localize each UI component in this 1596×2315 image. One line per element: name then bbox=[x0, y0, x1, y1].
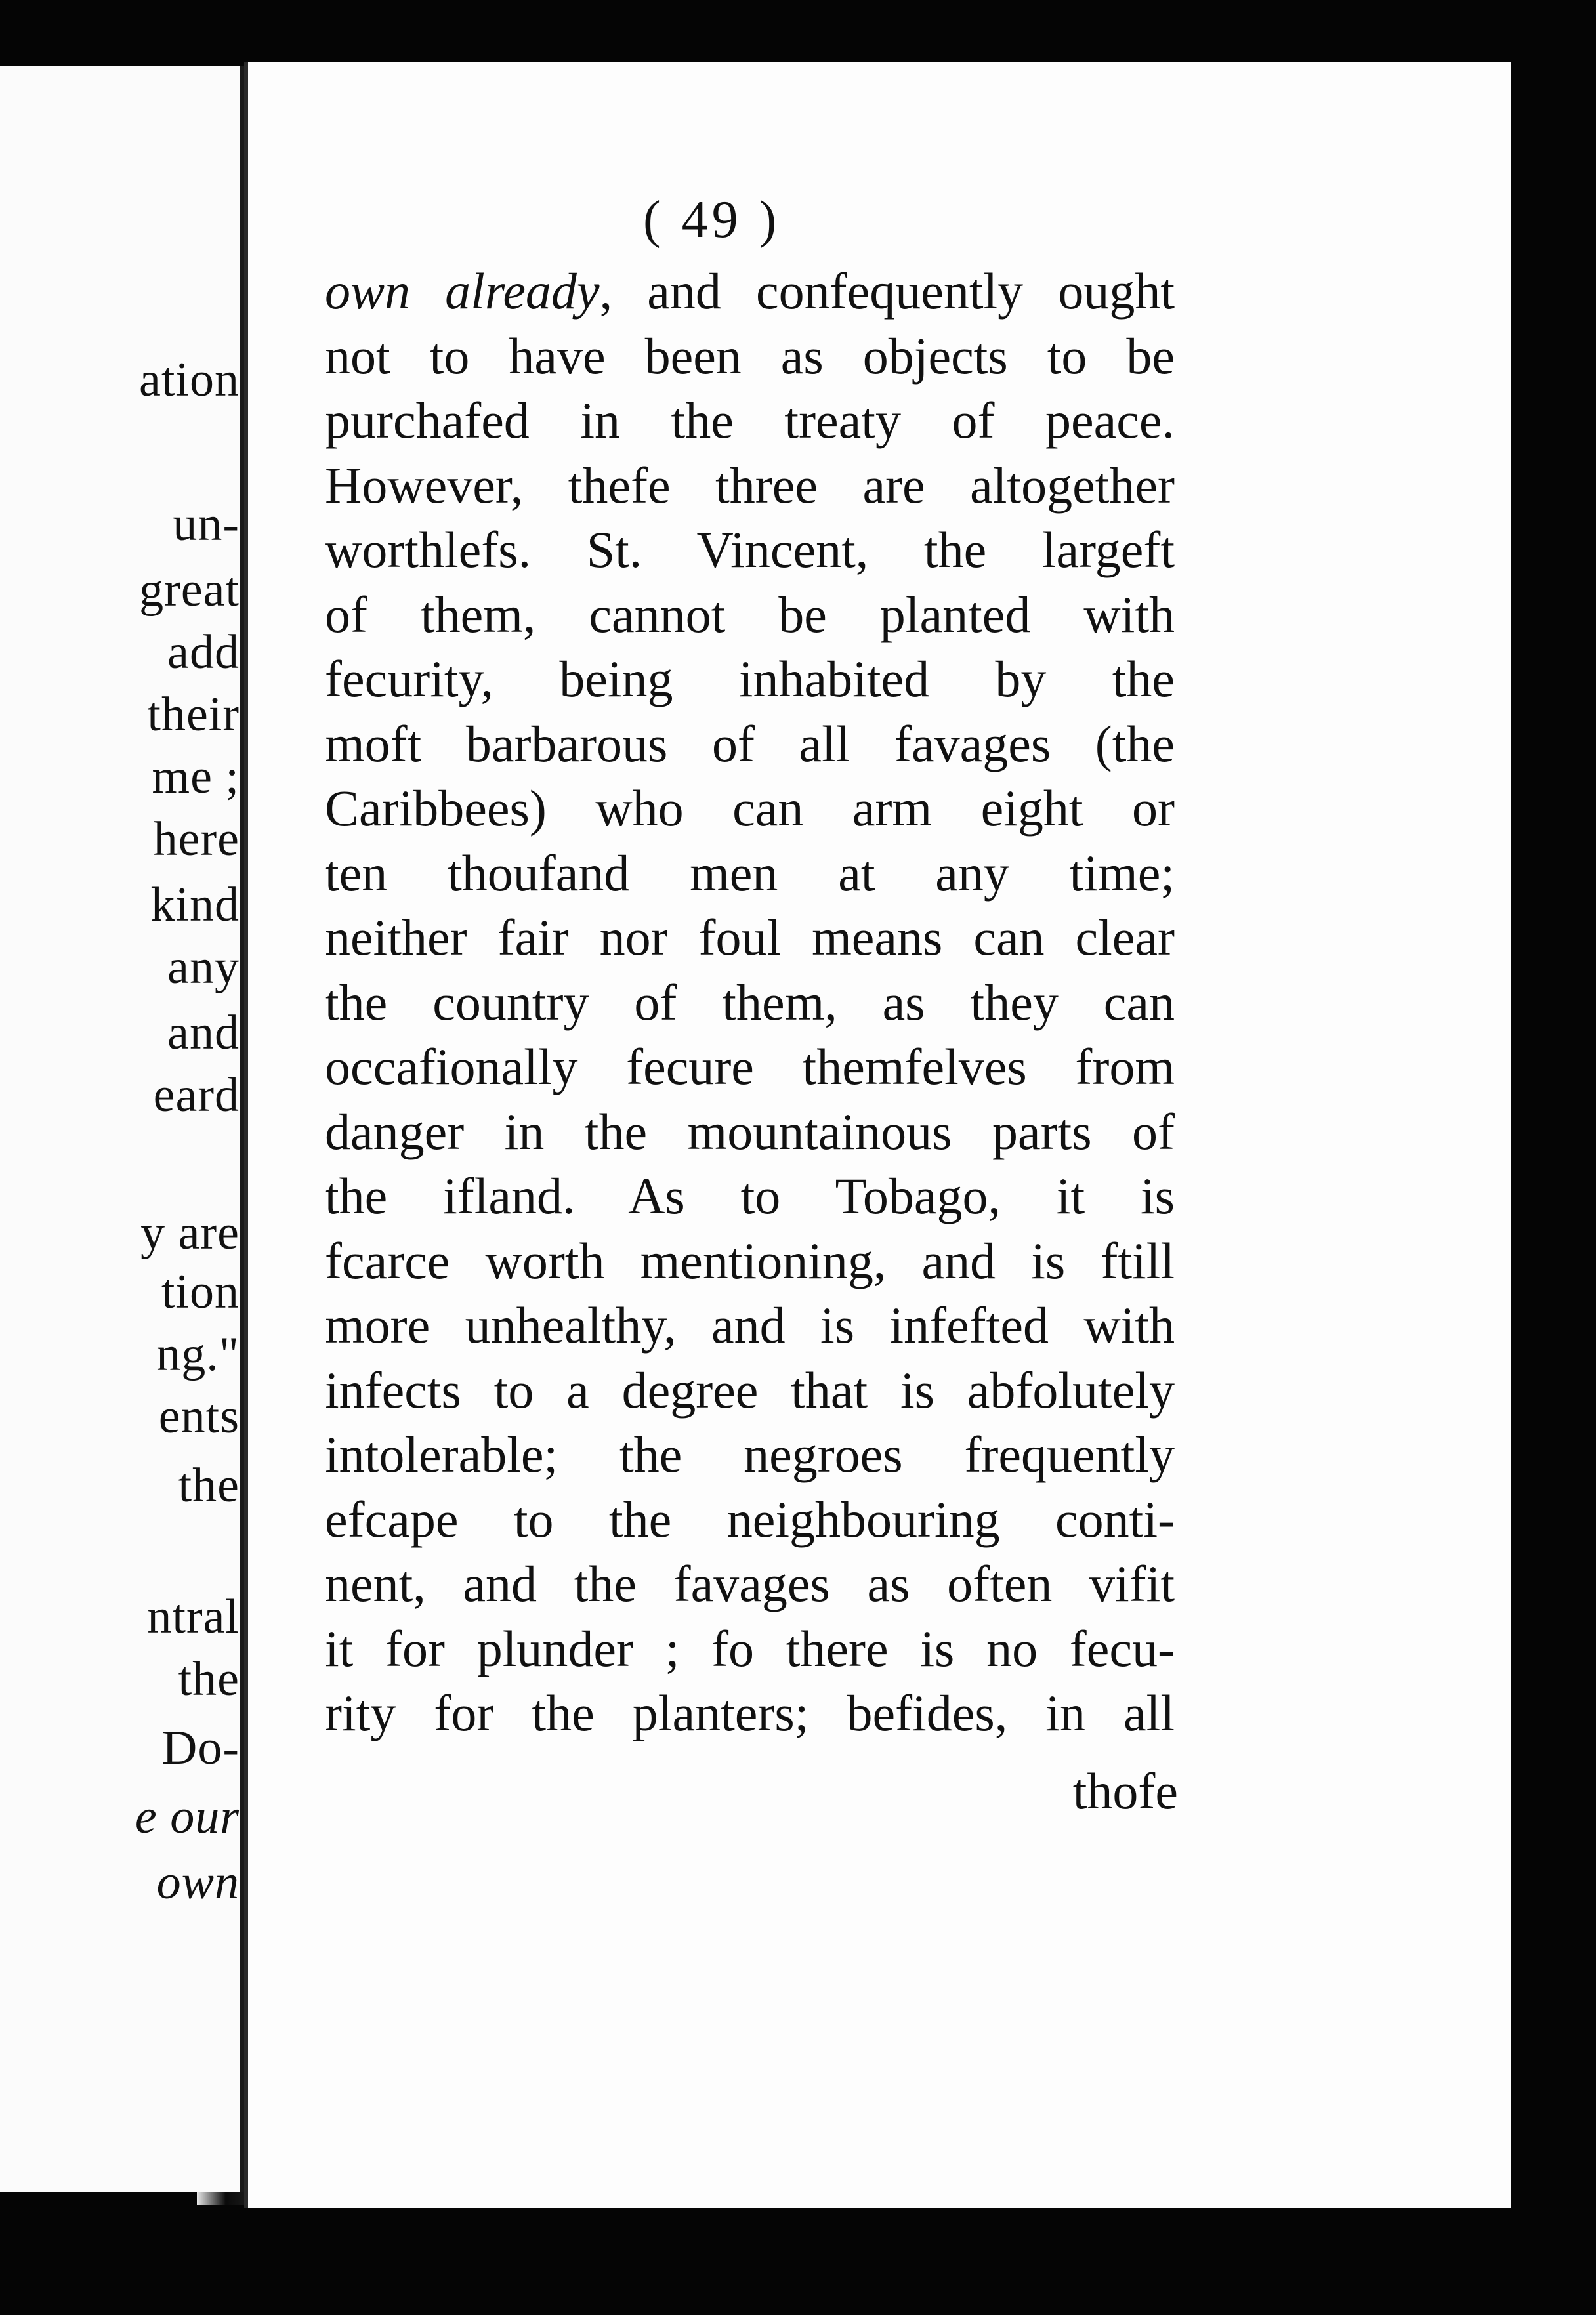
text-line bbox=[325, 388, 1175, 453]
text-line bbox=[325, 712, 1175, 776]
line-text: not to have been as objects to be bbox=[325, 327, 1175, 385]
text-line bbox=[325, 1681, 1175, 1745]
text-line bbox=[325, 1229, 1175, 1293]
line-text: of them, cannot be planted with bbox=[325, 585, 1175, 643]
text-line bbox=[325, 259, 1175, 323]
text-line bbox=[325, 776, 1175, 841]
left-page-fragment: Do- bbox=[161, 1721, 240, 1775]
line-text: it for plunder ; fo there is no fecu- bbox=[325, 1619, 1175, 1677]
text-line bbox=[325, 970, 1175, 1035]
left-page-fragment: e our bbox=[135, 1790, 240, 1844]
text-line bbox=[325, 1035, 1175, 1099]
catchword: thofe bbox=[1072, 1762, 1178, 1820]
line-text: Caribbees) who can arm eight or bbox=[325, 780, 1175, 837]
text-line bbox=[325, 1164, 1175, 1228]
text-line bbox=[325, 1552, 1175, 1616]
line-text: , and confequently ought bbox=[599, 262, 1175, 320]
left-page-fragment: the bbox=[178, 1652, 240, 1706]
left-page-fragment: the bbox=[178, 1459, 240, 1512]
left-page-fragment: y are bbox=[140, 1206, 240, 1260]
left-page bbox=[0, 66, 249, 2192]
line-text: moft barbarous of all favages (the bbox=[325, 715, 1175, 772]
line-text: ten thoufand men at any time; bbox=[325, 844, 1175, 902]
text-line bbox=[325, 841, 1175, 906]
line-text: purchafed in the treaty of peace. bbox=[325, 392, 1175, 449]
line-text: efcape to the neighbouring conti- bbox=[325, 1490, 1175, 1548]
line-text: the ifland. As to Tobago, it is bbox=[325, 1167, 1175, 1224]
text-line bbox=[325, 647, 1175, 711]
left-page-fragment: here bbox=[153, 812, 240, 866]
left-page-fragment: ntral bbox=[147, 1590, 240, 1644]
text-line bbox=[325, 324, 1175, 388]
line-text: infects to a degree that is abfolutely bbox=[325, 1361, 1175, 1419]
text-line bbox=[325, 1358, 1175, 1423]
line-text: However, thefe three are altogether bbox=[325, 456, 1175, 514]
page-number: ( 49 ) bbox=[643, 191, 781, 249]
line-text: nent, and the favages as often vifit bbox=[325, 1555, 1175, 1612]
left-page-fragment: un- bbox=[173, 497, 240, 551]
line-text: neither fair nor foul means can clear bbox=[325, 909, 1175, 966]
text-line bbox=[325, 1293, 1175, 1358]
line-text: fcarce worth mentioning, and is ftill bbox=[325, 1232, 1175, 1289]
left-page-fragment: ation bbox=[139, 353, 240, 407]
text-line bbox=[325, 583, 1175, 647]
line-text: fecurity, being inhabited by the bbox=[325, 650, 1175, 707]
left-page-fragment: add bbox=[167, 625, 240, 679]
left-page-fragment: any bbox=[167, 940, 240, 994]
line-text: danger in the mountainous parts of bbox=[325, 1102, 1175, 1160]
left-page-fragment: ng." bbox=[156, 1327, 240, 1381]
text-line bbox=[325, 1488, 1175, 1552]
line-text: occafionally fecure themfelves from bbox=[325, 1038, 1175, 1095]
line-text: intolerable; the negroes frequently bbox=[325, 1426, 1175, 1483]
left-page-fragment: their bbox=[147, 688, 240, 741]
italic-text: own already bbox=[325, 262, 600, 320]
left-page-fragment: tion bbox=[161, 1265, 240, 1319]
text-line bbox=[325, 1100, 1175, 1164]
text-line bbox=[325, 518, 1175, 582]
line-text: worthlefs. St. Vincent, the largeft bbox=[325, 521, 1175, 578]
left-page-fragment: me ; bbox=[152, 750, 240, 804]
text-line bbox=[325, 453, 1175, 518]
left-page-fragment: kind bbox=[150, 878, 240, 932]
line-text: more unhealthy, and is infefted with bbox=[325, 1297, 1175, 1354]
text-line bbox=[325, 1617, 1175, 1681]
left-page-fragment: ents bbox=[158, 1390, 240, 1444]
left-page-fragment: eard bbox=[153, 1068, 240, 1122]
left-page-fragment: and bbox=[167, 1006, 240, 1060]
text-line bbox=[325, 906, 1175, 970]
left-page-fragment: own bbox=[156, 1856, 240, 1909]
line-text: the country of them, as they can bbox=[325, 973, 1175, 1031]
left-page-fragment: great bbox=[139, 563, 240, 617]
text-line bbox=[325, 1423, 1175, 1487]
line-text: rity for the planters; befides, in all bbox=[325, 1684, 1175, 1741]
